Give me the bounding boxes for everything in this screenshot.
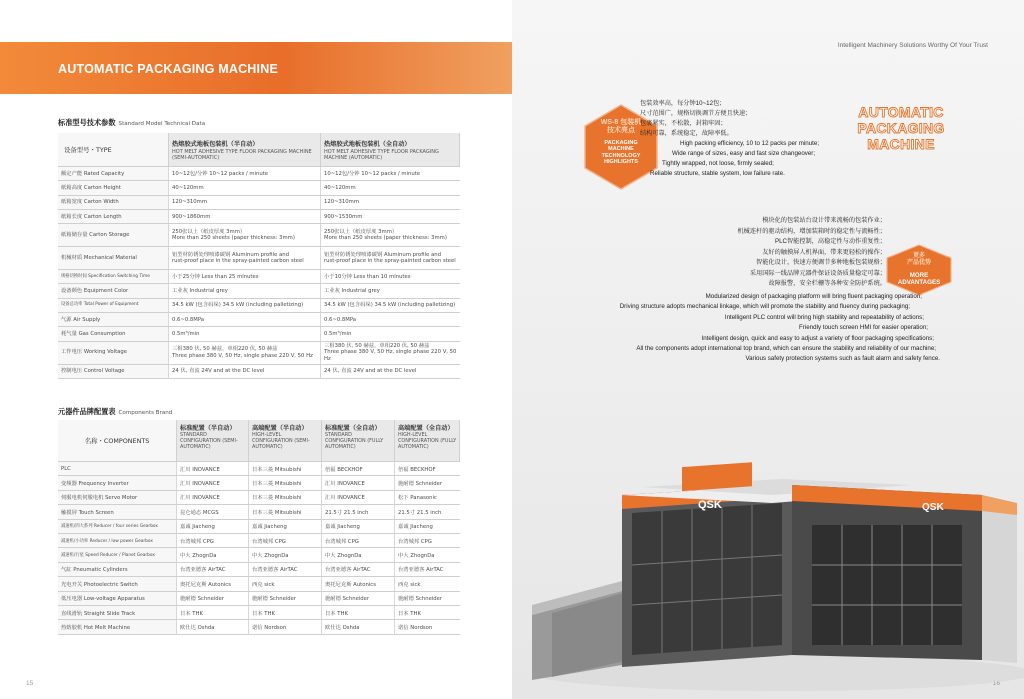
comp-row — [58, 605, 460, 619]
advantage-line: 模块化的包装站台设计带来流畅的包装作业； — [762, 217, 886, 224]
comp-row-value: 施耐德 Schneider — [249, 591, 322, 605]
badge2-en-line: MORE — [909, 272, 929, 279]
components-table — [58, 420, 460, 635]
badge2-en-line: ADVANTAGES — [897, 279, 941, 286]
specs-row-label: 设备总功率 Total Power of Equipment — [58, 298, 169, 312]
comp-row — [58, 591, 460, 605]
specs-header-col1-en: HOT MELT ADHESIVE TYPE FLOOR PACKAGING MACHINE (SEMI-AUTOMATIC) — [172, 148, 312, 161]
specs-row-value-auto: 工业灰 Industrial grey — [321, 284, 460, 298]
slogan: Intelligent Machinery Solutions Worthy Of Your Trust — [837, 42, 988, 49]
comp-title-en: Components Brand — [118, 410, 173, 416]
specs-row-value-auto: 900~1530mm — [321, 209, 460, 223]
banner-title: AUTOMATIC PACKAGING MACHINE — [58, 62, 278, 76]
comp-row — [58, 476, 460, 490]
big-title-line: AUTOMATIC — [858, 104, 944, 120]
specs-row-label: 设备颜色 Equipment Color — [58, 284, 169, 298]
specs-header-col1-cn: 热熔胶式地板包装机（半自动） — [172, 140, 259, 148]
specs-header-col2-en: HOT MELT ADHESIVE TYPE FLOOR PACKAGING MACHINE (AUTOMATIC) — [324, 148, 439, 161]
comp-row-value: 倍福 BECKHOF — [395, 462, 460, 476]
specs-header-col2-cn: 热熔胶式地板包装机（全自动） — [324, 140, 411, 148]
specs-header-label: 设备型号・TYPE — [58, 133, 169, 167]
comp-row-value: 嘉诚 Jiacheng — [395, 519, 460, 533]
specs-row — [58, 364, 460, 378]
badge2-en — [885, 272, 953, 286]
comp-row-label: PLC — [58, 462, 177, 476]
comp-row — [58, 490, 460, 504]
badge2-cn-line: 产品优势 — [906, 260, 931, 266]
comp-row-value: 松下 Panasonic — [395, 490, 460, 504]
advantage-line: All the components adopt international top brand, which can ensure the stability and reliability of our machine; — [636, 345, 936, 353]
title-banner — [0, 42, 512, 94]
badge1-en-line: MACHINE — [608, 146, 634, 153]
comp-row-value: 21.5寸 21.5 inch — [395, 505, 460, 519]
comp-row-label: 伺服电机伺服电机 Servo Motor — [58, 490, 177, 504]
big-title-line: PACKAGING — [857, 120, 945, 136]
specs-row-label: 机械材质 Mechanical Material — [58, 247, 169, 270]
big-title-line: MACHINE — [867, 136, 935, 152]
comp-row-value: 日本三菱 Mitsubishi — [249, 476, 322, 490]
specs-header-col1 — [169, 133, 321, 167]
comp-row-value: 欧仕达 Oshda — [322, 620, 395, 634]
specs-row-label: 控制电压 Control Voltage — [58, 364, 169, 378]
comp-row-value: 嘉诚 Jiacheng — [249, 519, 322, 533]
specs-row-label: 耗气量 Gas Consumption — [58, 327, 169, 341]
highlight-line: 尺寸范围广，规格切换调节方便且快速； — [640, 110, 752, 117]
specs-row-value-semi: 120~310mm — [169, 195, 321, 209]
page-number-left: 15 — [26, 680, 34, 687]
comp-row-label: 减速机/行星 Speed Reducer / Planet Gearbox — [58, 548, 177, 562]
comp-row-value: 西克 sick — [249, 577, 322, 591]
comp-row-value: 施耐德 Schneider — [322, 591, 395, 605]
comp-row-value: 台湾城邦 CPG — [249, 533, 322, 547]
comp-row — [58, 519, 460, 533]
highlight-line: 包裹紧实，不松散，封箱牢固； — [640, 120, 727, 127]
advantage-line: 采用国际一线品牌元器件保证设备质量稳定可靠； — [749, 269, 886, 277]
comp-header-col — [177, 420, 249, 462]
comp-row-label: 热熔胶机 Hot Melt Machine — [58, 620, 177, 634]
highlight-line: Tightly wrapped, not loose, firmly sealed; — [662, 160, 774, 167]
specs-row-value-semi: 10~12包/分钟 10~12 packs / minute — [169, 167, 321, 181]
specs-row — [58, 247, 460, 270]
machine-logo-right: QSK — [922, 502, 944, 513]
badge1-en-line: PACKAGING — [604, 140, 638, 146]
specs-title-cn: 标准型号技术参数 — [58, 118, 116, 127]
comp-row-value: 台湾亚德客 AirTAC — [249, 562, 322, 576]
comp-row-value: 汇川 INOVANCE — [322, 490, 395, 504]
comp-row-value: 施耐德 Schneider — [395, 476, 460, 490]
page-number-right: 16 — [992, 680, 1000, 687]
specs-row-value-semi: 900~1860mm — [169, 209, 321, 223]
comp-row-value: 嘉诚 Jiacheng — [322, 519, 395, 533]
comp-row-value: 欧仕达 Oshda — [177, 620, 249, 634]
specs-row — [58, 298, 460, 312]
specs-row-value-semi: 34.5 kW (包含码垛) 34.5 kW (including palletizing) — [169, 298, 321, 312]
specs-row — [58, 270, 460, 284]
comp-row-value: 台湾城邦 CPG — [177, 533, 249, 547]
comp-row — [58, 548, 460, 562]
comp-row — [58, 562, 460, 576]
specs-title-en: Standard Model Technical Data — [118, 121, 206, 127]
comp-row-label: 减速机/四大系列 Reducer / four series Gearbox — [58, 519, 177, 533]
specs-row-value-semi: 铝型材防锈处理喷漆碳钢 Aluminum profile and rust-proof place in the spray-painted carbon steel — [169, 247, 321, 270]
specs-row-value-semi: 小于25分钟 Less than 25 minutes — [169, 270, 321, 284]
comp-row-value: 诺信 Nordson — [395, 620, 460, 634]
specs-row-label: 纸箱储存量 Carton Storage — [58, 224, 169, 247]
specs-row-value-auto: 40~120mm — [321, 181, 460, 195]
comp-row-value: 西克 sick — [395, 577, 460, 591]
comp-header-col-en: HIGH-LEVEL CONFIGURATION (FULLY AUTOMATIC) — [398, 432, 457, 450]
comp-row-value: 汇川 INOVANCE — [322, 476, 395, 490]
advantages-cn — [708, 216, 886, 290]
specs-row-label: 气源 Air Supply — [58, 313, 169, 327]
specs-row — [58, 167, 460, 181]
comp-row-value: 台湾亚德客 AirTAC — [322, 562, 395, 576]
advantages-en — [560, 292, 940, 365]
specs-row-value-auto: 120~310mm — [321, 195, 460, 209]
badge1-cn-line: WS-8 包装机 — [600, 119, 642, 126]
comp-row-value: 汇川 INOVANCE — [177, 490, 249, 504]
highlight-line: 结构可靠，系统稳定，故障率低。 — [640, 130, 733, 137]
specs-row — [58, 284, 460, 298]
advantage-line: 故障报警，安全栏栅等各种安全防护系统。 — [768, 280, 886, 287]
comp-row — [58, 620, 460, 634]
specs-row-value-auto: 0.6~0.8MPa — [321, 313, 460, 327]
comp-row-label: 减速机/小功率 Reducer / low power Gearbox — [58, 533, 177, 547]
highlight-line: High packing efficiency, 10 to 12 packs per minute; — [680, 140, 820, 147]
specs-row-value-auto: 24 伏, 直流 24V and at the DC level — [321, 364, 460, 378]
comp-header-col-cn: 标准配置（半自动） — [180, 425, 236, 432]
specs-row-label: 纸箱长度 Carton Length — [58, 209, 169, 223]
specs-row-value-semi: 工业灰 Industrial grey — [169, 284, 321, 298]
comp-row-value: 日本三菱 Mitsubishi — [249, 505, 322, 519]
specs-row-value-semi: 0.6~0.8MPa — [169, 313, 321, 327]
badge1-cn-line: 技术亮点 — [607, 127, 635, 134]
hexagon-icon — [885, 244, 953, 296]
comp-row-value: 日本三菱 Mitsubishi — [249, 490, 322, 504]
comp-header-col — [249, 420, 322, 462]
specs-row — [58, 341, 460, 364]
machine-logo-left: QSK — [698, 499, 722, 511]
comp-row-value: 台湾城邦 CPG — [395, 533, 460, 547]
components-table-body — [58, 462, 460, 635]
specs-table — [58, 133, 460, 379]
specs-row — [58, 195, 460, 209]
comp-header-col — [322, 420, 395, 462]
specs-row-label: 纸箱高度 Carton Height — [58, 181, 169, 195]
advantage-line: Intelligent design, quick and easy to adjust a variety of floor packaging specifications; — [701, 334, 934, 342]
comp-header-col-cn: 高端配置（全自动） — [398, 425, 454, 432]
specs-header-row — [58, 133, 460, 167]
comp-header-col-en: STANDARD CONFIGURATION (FULLY AUTOMATIC) — [325, 432, 384, 450]
comp-header-col — [395, 420, 460, 462]
comp-header-label: 名称・COMPONENTS — [58, 420, 177, 462]
advantages-badge — [885, 244, 953, 296]
comp-row-value: 中大 ZhognDa — [322, 548, 395, 562]
comp-row-label: 触摸屏 Touch Screen — [58, 505, 177, 519]
comp-row-value: 诺信 Nordson — [249, 620, 322, 634]
comp-row-value: 施耐德 Schneider — [395, 591, 460, 605]
specs-row-value-semi: 三相380 伏, 50 赫兹，单相220 伏, 50 赫兹 Three phase 380 V, 50 Hz, single phase 220 V, 50 Hz — [169, 341, 321, 364]
specs-section-title — [58, 118, 205, 128]
comp-row-value: 嘉诚 Jiacheng — [177, 519, 249, 533]
specs-row-value-auto: 250张以上（纸皮厚度 3mm） More than 250 sheets (paper thickness: 3mm) — [321, 224, 460, 247]
highlight-line: 包装效率高，每分钟10~12包； — [640, 100, 726, 107]
advantage-line: Friendly touch screen HMI for easier operation; — [799, 324, 928, 332]
comp-row-value: 奥托尼克斯 Autonics — [177, 577, 249, 591]
comp-header-col-cn: 高端配置（半自动） — [252, 425, 308, 432]
specs-header-col2 — [321, 133, 460, 167]
comp-row-value: 日本 THK — [249, 605, 322, 619]
specs-row — [58, 181, 460, 195]
big-title — [840, 104, 962, 152]
comp-row-value: 中大 ZhognDa — [177, 548, 249, 562]
specs-row — [58, 209, 460, 223]
comp-header-col-en: STANDARD CONFIGURATION (SEMI-AUTOMATIC) — [180, 432, 238, 450]
badge1-en-line: TECHNOLOGY — [601, 152, 641, 159]
specs-row-value-auto: 0.5m³/min — [321, 327, 460, 341]
advantage-line: Modularized design of packaging platform will bring fluent packaging operation; — [705, 293, 922, 300]
specs-row-value-auto: 铝型材防锈处理喷漆碳钢 Aluminum profile and rust-proof place in the spray-painted carbon steel — [321, 247, 460, 270]
badge2-cn — [885, 253, 953, 267]
comp-row-value: 昆仑通态 MCGS — [177, 505, 249, 519]
specs-row — [58, 327, 460, 341]
comp-row-value: 倍福 BECKHOF — [322, 462, 395, 476]
comp-header-col-cn: 标准配置（全自动） — [325, 425, 381, 432]
advantage-line: 智能化设计，快速方便调节多种地板包装规格； — [756, 259, 886, 266]
comp-row-label: 气缸 Pneumatic Cylinders — [58, 562, 177, 576]
specs-row-value-auto: 34.5 kW (包含码垛) 34.5 kW (including palletizing) — [321, 298, 460, 312]
components-section-title — [58, 407, 172, 417]
specs-row-value-semi: 24 伏, 直流 24V and at the DC level — [169, 364, 321, 378]
comp-header-row — [58, 420, 460, 462]
comp-row-label: 直线滑轨 Straight Slide Track — [58, 605, 177, 619]
comp-row — [58, 462, 460, 476]
comp-row-value: 台湾亚德客 AirTAC — [177, 562, 249, 576]
comp-row — [58, 505, 460, 519]
comp-row — [58, 533, 460, 547]
specs-row-value-auto: 10~12包/分钟 10~12 packs / minute — [321, 167, 460, 181]
specs-table-body — [58, 167, 460, 379]
specs-row — [58, 313, 460, 327]
comp-row-value: 日本 THK — [177, 605, 249, 619]
comp-header-col-en: HIGH-LEVEL CONFIGURATION (SEMI-AUTOMATIC) — [252, 432, 310, 450]
specs-row-value-auto: 小于10分钟 Less than 10 minutes — [321, 270, 460, 284]
specs-row-label: 工作电压 Working Voltage — [58, 341, 169, 364]
advantage-line: Various safety protection systems such as fault alarm and safety fence. — [745, 355, 940, 363]
comp-row-label: 光电开关 Photoelectric Switch — [58, 577, 177, 591]
highlight-line: Reliable structure, stable system, low failure rate. — [650, 170, 785, 177]
specs-row-value-semi: 0.5m³/min — [169, 327, 321, 341]
specs-row-label: 额定产能 Rated Capacity — [58, 167, 169, 181]
specs-row-value-auto: 三相380 伏, 50 赫兹，单相220 伏, 50 赫兹 Three phase 380 V, 50 Hz, single phase 220 V, 50 Hz — [321, 341, 460, 364]
comp-row-value: 台湾城邦 CPG — [322, 533, 395, 547]
specs-row-value-semi: 250张以上（纸皮厚度 3mm） More than 250 sheets (paper thickness: 3mm) — [169, 224, 321, 247]
badge1-en-line: HIGHLIGHTS — [604, 159, 638, 166]
comp-row-label: 变频器 Frequency Inverter — [58, 476, 177, 490]
specs-row-label: 规格切换时间 Specification Switching Time — [58, 270, 169, 284]
comp-row-value: 奥托尼克斯 Autonics — [322, 577, 395, 591]
advantage-line: PLC智能控制，高稳定性与动作重复性； — [774, 238, 886, 245]
comp-row-value: 日本三菱 Mitsubishi — [249, 462, 322, 476]
comp-row-value: 21.5寸 21.5 inch — [322, 505, 395, 519]
comp-row-value: 台湾亚德客 AirTAC — [395, 562, 460, 576]
comp-row-value: 施耐德 Schneider — [177, 591, 249, 605]
advantage-line: 友好的触摸屏人机界面，带来更轻松的操作； — [762, 248, 886, 256]
comp-row-value: 中大 ZhognDa — [249, 548, 322, 562]
comp-row — [58, 577, 460, 591]
specs-row-value-semi: 40~120mm — [169, 181, 321, 195]
specs-row-label: 纸箱宽度 Carton Width — [58, 195, 169, 209]
comp-row-label: 低压电器 Low-voltage Apparatus — [58, 591, 177, 605]
comp-row-value: 日本 THK — [395, 605, 460, 619]
packaging-machine-illustration — [512, 455, 1024, 699]
comp-row-value: 汇川 INOVANCE — [177, 476, 249, 490]
advantage-line: Intelligent PLC control will bring high stability and repeatability of actions; — [724, 313, 924, 321]
highlights-cn — [640, 99, 808, 139]
advantage-line: 机械连杆的驱动结构，增加装箱时的稳定性与流畅性； — [737, 227, 886, 235]
comp-title-cn: 元器件品牌配置表 — [58, 407, 116, 416]
badge1-en — [583, 140, 659, 166]
badge2-cn-line: 更多 — [912, 253, 925, 259]
highlight-line: Wide range of sizes, easy and fast size changeover; — [672, 150, 816, 157]
comp-row-value: 日本 THK — [322, 605, 395, 619]
comp-row-value: 汇川 INOVANCE — [177, 462, 249, 476]
specs-row — [58, 224, 460, 247]
advantage-line: Driving structure adopts mechanical linkage, which will promote the stability and fluency during packaging; — [619, 303, 910, 311]
comp-row-value: 中大 ZhognDa — [395, 548, 460, 562]
highlights-en — [650, 139, 819, 179]
